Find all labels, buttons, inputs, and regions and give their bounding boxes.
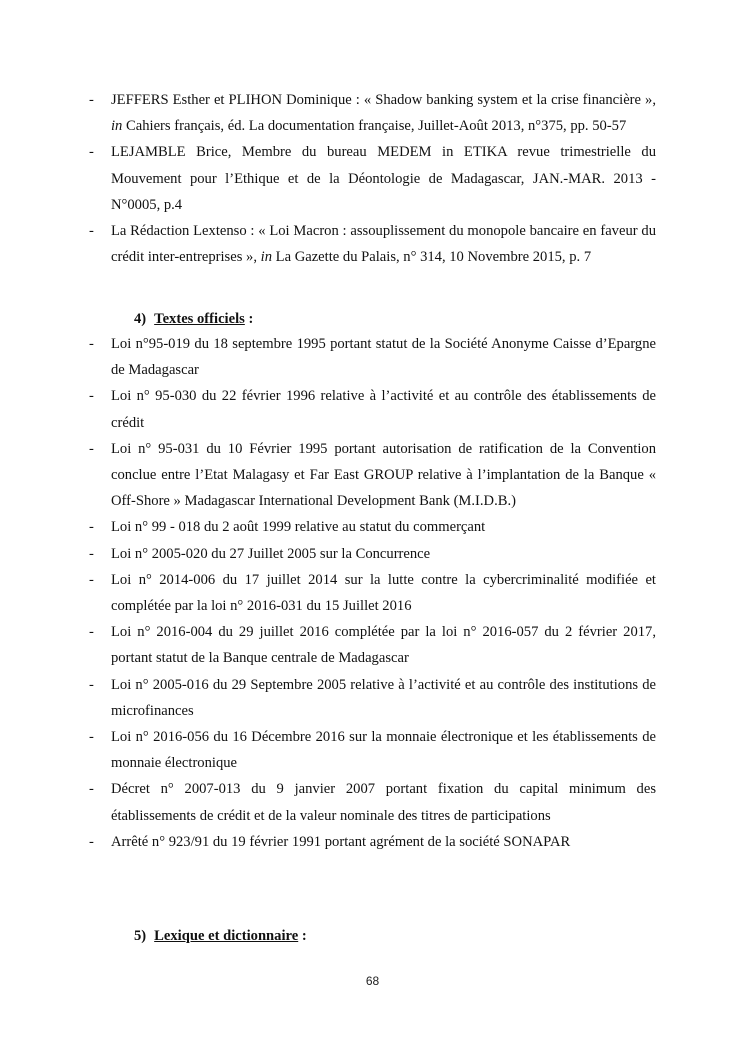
official-text-item — [89, 514, 656, 540]
references-list — [89, 87, 656, 270]
section-title: Lexique et dictionnaire — [154, 928, 299, 944]
official-text-item — [89, 383, 656, 435]
list-dash: - — [89, 571, 94, 588]
reference-text — [111, 223, 656, 265]
official-text-item — [89, 776, 656, 828]
section-number: 5) — [134, 928, 147, 944]
official-text-item — [89, 829, 656, 855]
reference-item — [89, 139, 656, 218]
list-dash: - — [89, 519, 94, 536]
list-dash: - — [89, 223, 94, 240]
text-fragment: La Gazette du Palais, n° 314, 10 Novembre 2015, p. 7 — [272, 249, 592, 266]
official-text-item — [89, 436, 656, 515]
official-text: Loi n° 95-031 du 10 Février 1995 portant autorisation de ratification de la Convention conclue entre l’Etat Malagasy et Far East GROUP relative à l’implantation de la Banque « Off-Shore » Madagascar International Development Bank (M.I.D.B.) — [111, 440, 656, 510]
page-number: 68 — [365, 974, 380, 988]
list-dash: - — [89, 92, 94, 108]
list-dash: - — [89, 729, 94, 746]
official-text-item — [89, 672, 656, 724]
reference-item — [89, 87, 656, 139]
reference-item — [89, 218, 656, 270]
official-text: Loi n° 95-030 du 22 février 1996 relative à l’activité et au contrôle des établissements de crédit — [111, 388, 656, 431]
section-title-suffix: : — [244, 311, 254, 327]
list-dash: - — [89, 388, 94, 405]
text-fragment: JEFFERS Esther et PLIHON Dominique : « Shadow banking system et la crise financière », — [111, 92, 656, 108]
text-fragment: LEJAMBLE Brice, Membre du bureau MEDEM in ETIKA revue trimestrielle du Mouvement pour l’Ethique et de la Déontologie de Madagascar, JAN.-MAR. 2013 - N°0005, p.4 — [111, 144, 656, 213]
list-dash: - — [89, 144, 94, 161]
reference-text — [111, 92, 656, 134]
official-text-item — [89, 331, 656, 383]
text-fragment: Cahiers français, éd. La documentation française, Juillet-Août 2013, n°375, pp. 50-57 — [122, 118, 627, 135]
text-fragment: La Rédaction Lextenso : « Loi Macron : assouplissement du monopole bancaire en faveur du crédit inter-entreprises », — [111, 223, 656, 266]
official-text: Loi n° 2014-006 du 17 juillet 2014 sur la lutte contre la cybercriminalité modifiée et complétée par la loi n° 2016-031 du 15 Juillet 2016 — [111, 571, 656, 615]
list-dash: - — [89, 440, 94, 457]
list-dash: - — [89, 833, 94, 850]
section-heading-textes-officiels — [134, 308, 253, 330]
list-dash: - — [89, 336, 94, 352]
official-text-item — [89, 541, 656, 567]
official-text-item — [89, 619, 656, 671]
section-title-suffix: : — [298, 928, 307, 944]
official-text: Décret n° 2007-013 du 9 janvier 2007 portant fixation du capital minimum des établissements de crédit et de la valeur nominale des titres de participations — [111, 781, 656, 824]
section-heading-lexique — [134, 925, 307, 947]
official-text: Loi n° 99 - 018 du 2 août 1999 relative au statut du commerçant — [111, 519, 486, 536]
italic-fragment: in — [111, 118, 123, 135]
list-dash: - — [89, 545, 94, 562]
official-text-item — [89, 724, 656, 776]
official-text: Loi n° 2005-020 du 27 Juillet 2005 sur la Concurrence — [111, 545, 431, 562]
official-text: Loi n° 2016-004 du 29 juillet 2016 complétée par la loi n° 2016-057 du 2 février 2017, portant statut de la Banque centrale de Madagascar — [111, 624, 656, 667]
list-dash: - — [89, 624, 94, 641]
official-text: Arrêté n° 923/91 du 19 février 1991 portant agrément de la société SONAPAR — [111, 833, 571, 850]
section-title: Textes officiels — [154, 311, 245, 327]
italic-fragment: in — [260, 249, 272, 266]
official-text: Loi n° 2005-016 du 29 Septembre 2005 relative à l’activité et au contrôle des institutions de microfinances — [111, 676, 656, 719]
official-text: Loi n°95-019 du 18 septembre 1995 portant statut de la Société Anonyme Caisse d’Epargne de Madagascar — [111, 336, 656, 379]
list-dash: - — [89, 781, 94, 798]
official-texts-list — [89, 331, 656, 855]
reference-text — [111, 144, 656, 212]
official-text-item — [89, 567, 656, 619]
list-dash: - — [89, 676, 94, 693]
official-text: Loi n° 2016-056 du 16 Décembre 2016 sur la monnaie électronique et les établissements de monnaie électronique — [111, 729, 656, 772]
section-number: 4) — [134, 311, 147, 327]
